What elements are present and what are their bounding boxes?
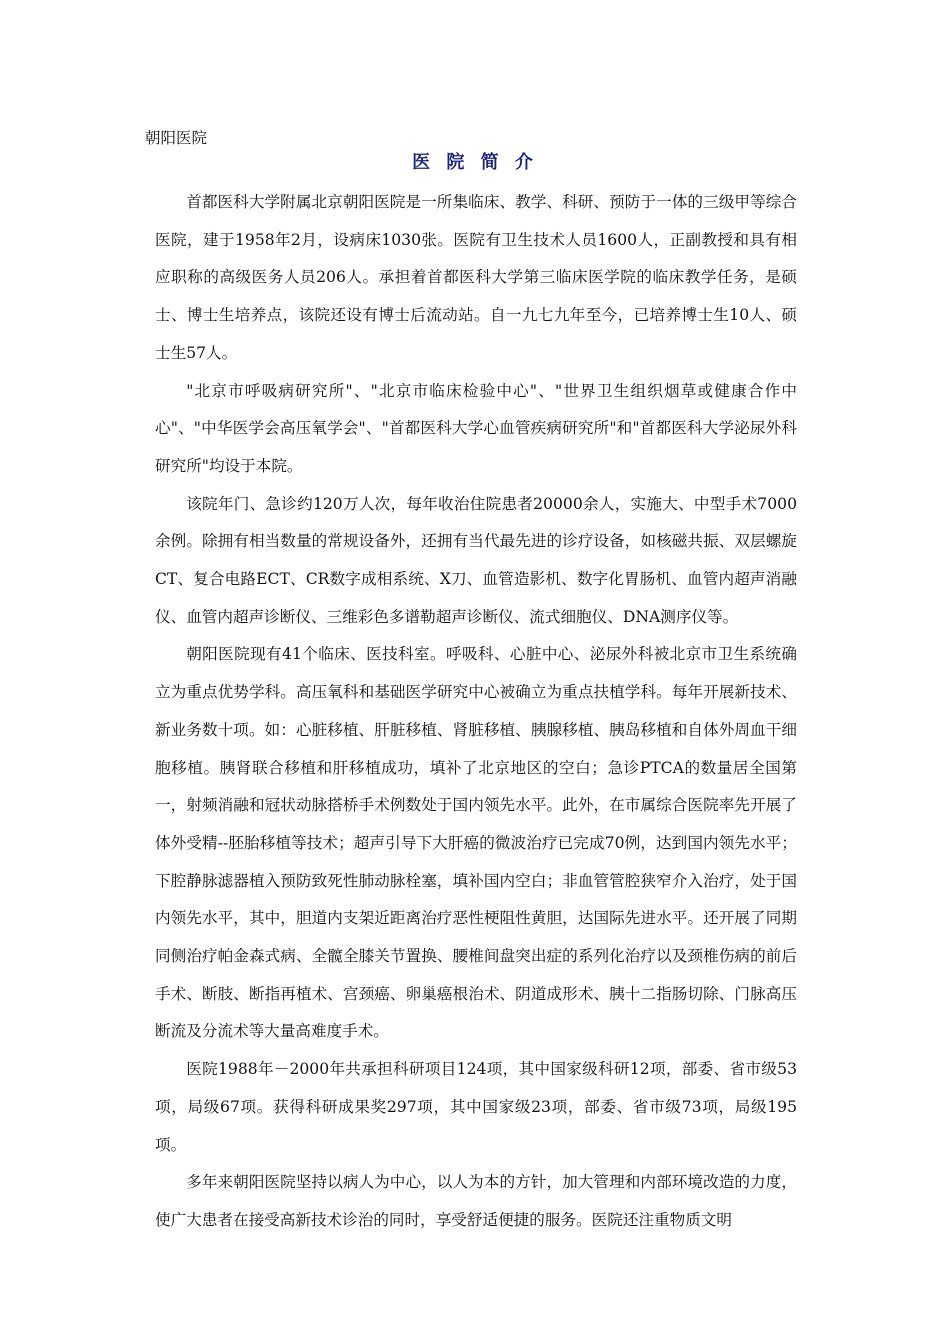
paragraph-research: 医院1988年－2000年共承担科研项目124项，其中国家级科研12项，部委、省市级53项，局级67项。获得科研成果奖297项，其中国家级23项，部委、省市级73项，局级195项。: [155, 1060, 797, 1154]
header-label: 朝阳医院: [145, 129, 208, 147]
paragraph-equipment: 该院年门、急诊约120万人次，每年收治住院患者20000余人，实施大、中型手术7000余例。除拥有相当数量的常规设备外，还拥有当代最先进的诊疗设备，如核磁共振、双层螺旋CT、复合电路ECT、CR数字成相系统、X刀、血管造影机、数字化胃肠机、血管内超声消融仪、血管内超声诊断仪、三维彩色多谱勒超声诊断仪、流式细胞仪、DNA测序仪等。: [155, 494, 797, 626]
document-body: [155, 184, 797, 1240]
paragraph-service: 多年来朝阳医院坚持以病人为中心，以人为本的方针，加大管理和内部环境改造的力度，使广大患者在接受高新技术诊治的同时，享受舒适便捷的服务。医院还注重物质文明: [155, 1173, 797, 1229]
document-title: 医 院 简 介: [412, 152, 538, 173]
paragraph-departments: 朝阳医院现有41个临床、医技科室。呼吸科、心脏中心、泌尿外科被北京市卫生系统确立为重点优势学科。高压氧科和基础医学研究中心被确立为重点扶植学科。每年开展新技术、新业务数十项。如：心脏移植、肝脏移植、肾脏移植、胰腺移植、胰岛移植和自体外周血干细胞移植。胰肾联合移植和肝移植成功，填补了北京地区的空白；急诊PTCA的数量居全国第一，射频消融和冠状动脉搭桥手术例数处于国内领先水平。此外，在市属综合医院率先开展了体外受精--胚胎移植等技术；超声引导下大肝癌的微波治疗已完成70例，达到国内领先水平；下腔静脉滤器植入预防致死性肺动脉栓塞，填补国内空白；非血管管腔狭窄介入治疗，处于国内领先水平，其中，胆道内支架近距离治疗恶性梗阻性黄胆，达国际先进水平。还开展了同期同侧治疗帕金森式病、全髋全膝关节置换、腰椎间盘突出症的系列化治疗以及颈椎伤病的前后手术、断肢、断指再植术、宫颈癌、卵巢癌根治术、阴道成形术、胰十二指肠切除、门脉高压断流及分流术等大量高难度手术。: [155, 645, 797, 1041]
paragraph-intro: 首都医科大学附属北京朝阳医院是一所集临床、教学、科研、预防于一体的三级甲等综合医院，建于1958年2月，设病床1030张。医院有卫生技术人员1600人，正副教授和具有相应职称的高级医务人员206人。承担着首都医科大学第三临床医学院的临床教学任务，是硕士、博士生培养点，该院还设有博士后流动站。自一九七九年至今，已培养博士生10人、硕士生57人。: [155, 193, 797, 362]
paragraph-institutes: "北京市呼吸病研究所"、"北京市临床检验中心"、"世界卫生组织烟草或健康合作中心"、"中华医学会高压氧学会"、"首都医科大学心血管疾病研究所"和"首都医科大学泌尿外科研究所"均设于本院。: [155, 381, 797, 475]
